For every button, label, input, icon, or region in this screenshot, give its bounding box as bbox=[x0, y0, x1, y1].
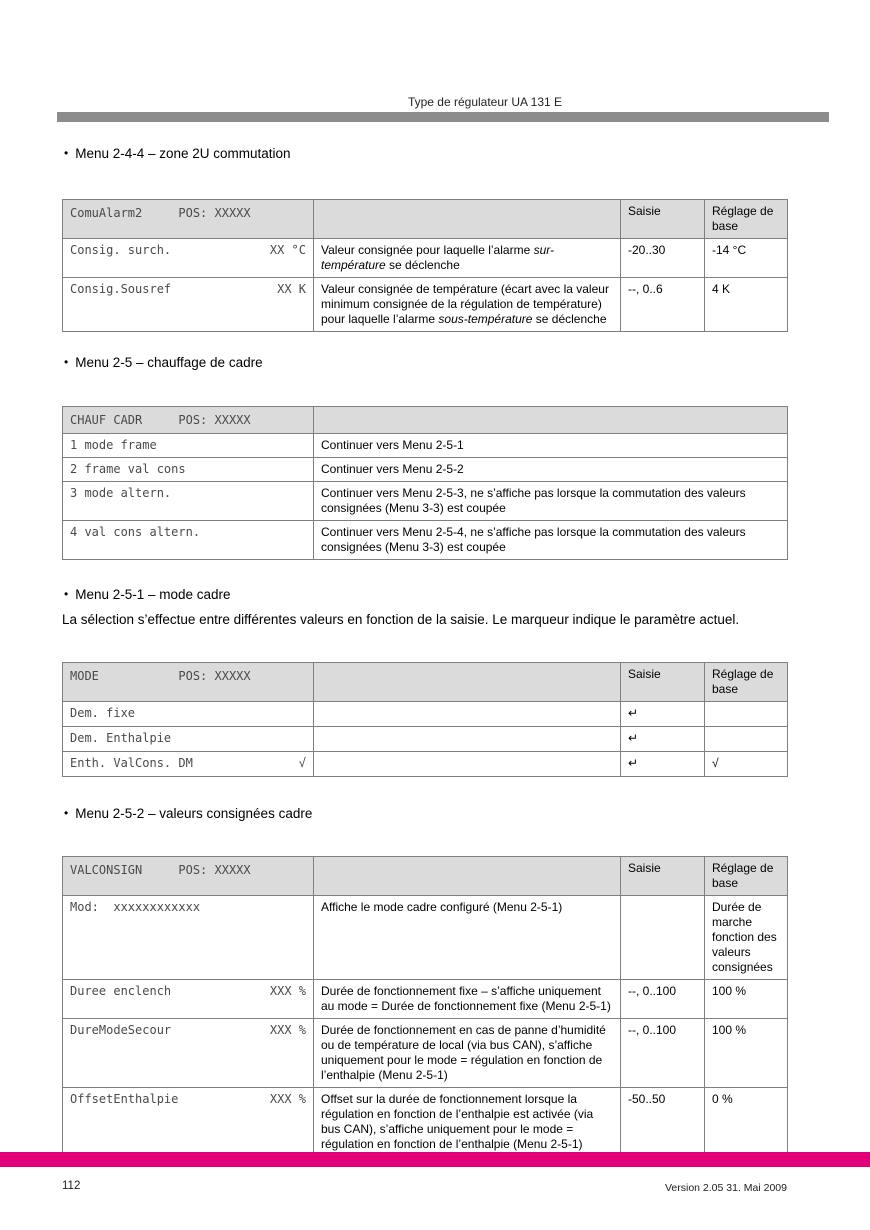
bullet-icon: • bbox=[64, 355, 69, 369]
param-name: Enth. ValCons. DM bbox=[70, 756, 193, 770]
checkmark-icon: √ bbox=[712, 756, 719, 770]
param-unit: XXX % bbox=[269, 984, 306, 998]
table-row bbox=[63, 278, 788, 332]
table-row bbox=[63, 458, 788, 482]
param-cell bbox=[63, 1088, 314, 1157]
param-unit: XX °C bbox=[269, 243, 306, 257]
param-name: Mod: xxxxxxxxxxxx bbox=[70, 900, 201, 914]
param-cell: 1 mode frame bbox=[63, 434, 314, 458]
enter-key-icon: ↵ bbox=[628, 706, 639, 720]
param-name: DureModeSecour bbox=[70, 1023, 172, 1037]
saisie-cell: --, 0..100 bbox=[621, 980, 705, 1019]
table-row bbox=[63, 482, 788, 521]
saisie-cell bbox=[621, 752, 705, 777]
document-header-title: Type de régulateur UA 131 E bbox=[407, 95, 563, 109]
desc-header-cell bbox=[314, 857, 621, 896]
table-header-row bbox=[63, 407, 788, 434]
section-heading-text: Menu 2-5 – chauffage de cadre bbox=[75, 355, 263, 370]
param-cell: 2 frame val cons bbox=[63, 458, 314, 482]
param-unit: XXX % bbox=[269, 1092, 306, 1106]
desc-cell: Continuer vers Menu 2-5-2 bbox=[314, 458, 788, 482]
enter-key-icon: ↵ bbox=[628, 731, 639, 745]
desc-cell: Durée de fonctionnement en cas de panne d’humidité ou de température de local (via bus CAN), s’affiche uniquement pour le mode = régulation en fonction de l’enthalpie (Menu 2-5-1) bbox=[314, 1019, 621, 1088]
desc-cell bbox=[314, 727, 621, 752]
col-header-reglage: Réglage de base bbox=[705, 857, 788, 896]
desc-cell: Offset sur la durée de fonctionnement lorsque la régulation en fonction de l’enthalpie est activée (via bus CAN), s’affiche uniquement pour le mode = régulation en fonction de l’enthalpie (Menu 2-5-1) bbox=[314, 1088, 621, 1157]
saisie-cell: --, 0..100 bbox=[621, 1019, 705, 1088]
desc-header-cell bbox=[314, 407, 788, 434]
desc-cell: Valeur consignée pour laquelle l’alarme sur-température se déclenche bbox=[314, 239, 621, 278]
table-menu-2-5 bbox=[62, 406, 788, 560]
table-row bbox=[63, 896, 788, 980]
table-row bbox=[63, 239, 788, 278]
intro-paragraph: La sélection s’effectue entre différentes valeurs en fonction de la saisie. Le marqueur indique le paramètre actuel. bbox=[62, 612, 740, 627]
section-heading-menu-2-5-2 bbox=[64, 806, 312, 821]
display-name-cell bbox=[63, 407, 314, 434]
param-unit: XX K bbox=[277, 282, 306, 296]
col-header-reglage: Réglage de base bbox=[705, 663, 788, 702]
param-cell bbox=[63, 1019, 314, 1088]
table-row bbox=[63, 702, 788, 727]
col-header-reglage: Réglage de base bbox=[705, 200, 788, 239]
param-cell bbox=[63, 752, 314, 777]
section-heading-text: Menu 2-5-1 – mode cadre bbox=[75, 587, 231, 602]
param-cell bbox=[63, 702, 314, 727]
base-cell: 100 % bbox=[705, 980, 788, 1019]
table-header-row bbox=[63, 663, 788, 702]
table-menu-2-5-1 bbox=[62, 662, 788, 777]
desc-cell: Valeur consignée de température (écart avec la valeur minimum consignée de la régulation de température) pour laquelle l’alarme sous-température se déclenche bbox=[314, 278, 621, 332]
table-row bbox=[63, 434, 788, 458]
table-row bbox=[63, 752, 788, 777]
param-cell bbox=[63, 980, 314, 1019]
col-header-saisie: Saisie bbox=[621, 200, 705, 239]
table-menu-2-4-4 bbox=[62, 199, 788, 332]
section-heading-menu-2-5 bbox=[64, 355, 263, 370]
param-name: Dem. Enthalpie bbox=[70, 731, 172, 745]
desc-cell: Continuer vers Menu 2-5-1 bbox=[314, 434, 788, 458]
desc-cell: Affiche le mode cadre configuré (Menu 2-5-1) bbox=[314, 896, 621, 980]
base-cell: 4 K bbox=[705, 278, 788, 332]
section-heading-text: Menu 2-4-4 – zone 2U commutation bbox=[75, 146, 291, 161]
table-header-row bbox=[63, 200, 788, 239]
param-name: OffsetEnthalpie bbox=[70, 1092, 179, 1106]
table-header-row bbox=[63, 857, 788, 896]
param-cell: 3 mode altern. bbox=[63, 482, 314, 521]
header-rule-bar bbox=[57, 112, 829, 122]
table-row bbox=[63, 1019, 788, 1088]
display-name: ComuAlarm2 POS: XXXXX bbox=[70, 206, 251, 220]
base-cell: Durée de marche fonction des valeurs consignées bbox=[705, 896, 788, 980]
bullet-icon: • bbox=[64, 806, 69, 820]
table-menu-2-5-2 bbox=[62, 856, 788, 1157]
section-heading-menu-2-5-1 bbox=[64, 587, 231, 602]
saisie-cell bbox=[621, 702, 705, 727]
desc-header-cell bbox=[314, 200, 621, 239]
display-name: VALCONSIGN POS: XXXXX bbox=[70, 863, 251, 877]
saisie-cell: -50..50 bbox=[621, 1088, 705, 1157]
section-heading-text: Menu 2-5-2 – valeurs consignées cadre bbox=[75, 806, 313, 821]
footer-accent-bar bbox=[0, 1152, 870, 1167]
col-header-saisie: Saisie bbox=[621, 663, 705, 702]
param-name: Dem. fixe bbox=[70, 706, 136, 720]
display-name: CHAUF CADR POS: XXXXX bbox=[70, 413, 251, 427]
saisie-cell: --, 0..6 bbox=[621, 278, 705, 332]
base-cell bbox=[705, 752, 788, 777]
enter-key-icon: ↵ bbox=[628, 756, 639, 770]
base-cell: -14 °C bbox=[705, 239, 788, 278]
param-cell bbox=[63, 239, 314, 278]
bullet-icon: • bbox=[64, 146, 69, 160]
bullet-icon: • bbox=[64, 587, 69, 601]
desc-cell: Durée de fonctionnement fixe – s’affiche uniquement au mode = Durée de fonctionnement fixe (Menu 2-5-1) bbox=[314, 980, 621, 1019]
table-row bbox=[63, 521, 788, 560]
param-name: Duree enclench bbox=[70, 984, 172, 998]
param-name: Consig.Sousref bbox=[70, 282, 172, 296]
desc-cell bbox=[314, 702, 621, 727]
selected-marker checkmark-icon: √ bbox=[298, 756, 306, 770]
table-row bbox=[63, 980, 788, 1019]
base-cell: 100 % bbox=[705, 1019, 788, 1088]
desc-cell: Continuer vers Menu 2-5-3, ne s’affiche pas lorsque la commutation des valeurs consignées (Menu 3-3) est coupée bbox=[314, 482, 788, 521]
base-cell bbox=[705, 727, 788, 752]
desc-header-cell bbox=[314, 663, 621, 702]
section-heading-menu-2-4-4 bbox=[64, 146, 291, 161]
saisie-cell bbox=[621, 727, 705, 752]
display-name-cell bbox=[63, 200, 314, 239]
param-cell: 4 val cons altern. bbox=[63, 521, 314, 560]
display-name-cell bbox=[63, 857, 314, 896]
page-number: 112 bbox=[62, 1180, 81, 1192]
col-header-saisie: Saisie bbox=[621, 857, 705, 896]
saisie-cell: -20..30 bbox=[621, 239, 705, 278]
base-cell: 0 % bbox=[705, 1088, 788, 1157]
param-cell bbox=[63, 727, 314, 752]
param-name: Consig. surch. bbox=[70, 243, 172, 257]
param-cell bbox=[63, 278, 314, 332]
display-name: MODE POS: XXXXX bbox=[70, 669, 251, 683]
param-unit: XXX % bbox=[269, 1023, 306, 1037]
version-date: Version 2.05 31. Mai 2009 bbox=[664, 1182, 787, 1194]
table-row bbox=[63, 1088, 788, 1157]
table-row bbox=[63, 727, 788, 752]
param-cell bbox=[63, 896, 314, 980]
base-cell bbox=[705, 702, 788, 727]
desc-cell: Continuer vers Menu 2-5-4, ne s’affiche pas lorsque la commutation des valeurs consignées (Menu 3-3) est coupée bbox=[314, 521, 788, 560]
desc-cell bbox=[314, 752, 621, 777]
saisie-cell bbox=[621, 896, 705, 980]
display-name-cell bbox=[63, 663, 314, 702]
